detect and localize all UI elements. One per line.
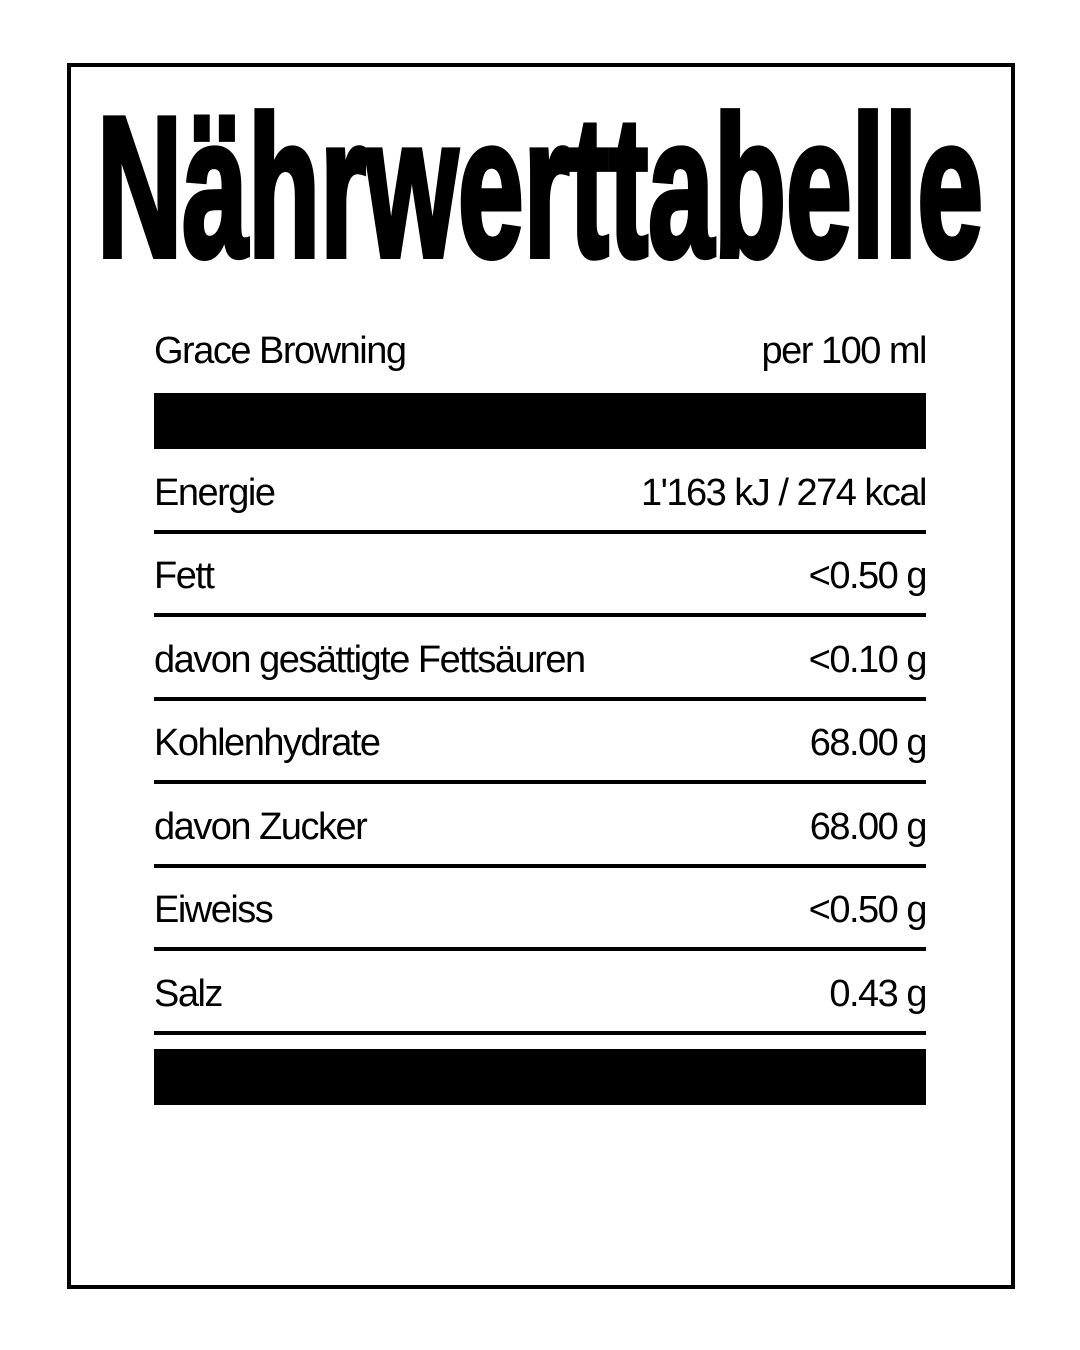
nutrient-label: davon gesättigte Fettsäuren [154, 638, 585, 681]
nutrient-label: davon Zucker [154, 805, 367, 848]
nutrient-label: Energie [154, 471, 275, 514]
nutrient-row-carbohydrates [154, 701, 926, 785]
nutrient-row-salt [154, 951, 926, 1035]
nutrient-row-energy [154, 450, 926, 534]
nutrient-value: 1'163 kJ / 274 kcal [640, 471, 926, 514]
nutrient-label: Eiweiss [154, 889, 273, 932]
title-block [97, 106, 983, 276]
nutrient-value: <0.50 g [808, 889, 926, 932]
nutrient-row-saturated-fat [154, 617, 926, 701]
nutrient-row-fat [154, 534, 926, 618]
product-header [154, 318, 926, 378]
nutrient-value: <0.10 g [808, 638, 926, 681]
nutrient-value: <0.50 g [808, 555, 926, 598]
nutrient-label: Salz [154, 972, 222, 1015]
page-title: Nährwerttabelle [97, 106, 983, 276]
serving-size: per 100 ml [761, 330, 926, 372]
divider-bar-top [154, 393, 926, 449]
product-name: Grace Browning [154, 330, 406, 372]
nutrient-table [154, 450, 926, 1035]
divider-bar-bottom [154, 1049, 926, 1105]
nutrient-label: Fett [154, 555, 214, 598]
nutrient-row-protein [154, 868, 926, 952]
nutrient-value: 68.00 g [809, 722, 926, 765]
nutrient-label: Kohlenhydrate [154, 722, 380, 765]
title-svg [97, 106, 983, 276]
nutrient-row-sugar [154, 784, 926, 868]
nutrient-value: 0.43 g [829, 972, 926, 1015]
nutrient-value: 68.00 g [809, 805, 926, 848]
